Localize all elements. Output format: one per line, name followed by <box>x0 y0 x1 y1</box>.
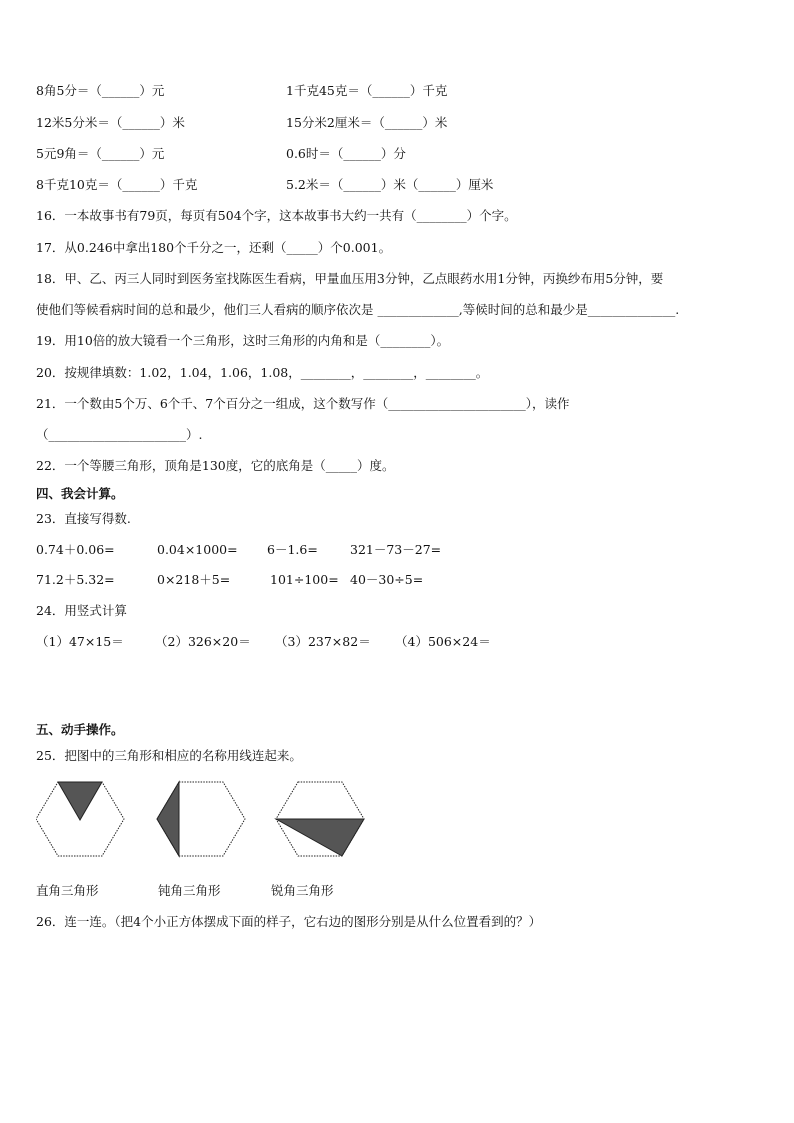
triangle-name-acute: 锐角三角形 <box>271 883 334 898</box>
vertical-calc-4: （4）506×24＝ <box>395 634 491 649</box>
calc-1-4: 321－73－27= <box>350 542 442 557</box>
conversion-right-1: 1千克45克＝（______）千克 <box>286 83 448 98</box>
question-18-line-2: 使他们等候看病时间的总和最少，他们三人看病的顺序依次是 _____________,等候时间的总和最少是______________. <box>36 302 680 317</box>
triangle-name-right: 直角三角形 <box>36 883 99 898</box>
question-20: 20．按规律填数：1.02，1.04，1.06，1.08，________，________，________。 <box>36 365 489 380</box>
calc-1-2: 0.04×1000= <box>157 542 238 557</box>
question-24: 24．用竖式计算 <box>36 603 127 618</box>
conversion-left-4: 8千克10克＝（______）千克 <box>36 177 198 192</box>
calc-2-1: 71.2＋5.32= <box>36 572 115 587</box>
calc-1-3: 6－1.6= <box>267 542 318 557</box>
vertical-calc-3: （3）237×82＝ <box>275 634 371 649</box>
conversion-right-2: 15分米2厘米＝（______）米 <box>286 115 448 130</box>
triangle-name-obtuse: 钝角三角形 <box>158 883 221 898</box>
conversion-right-3: 0.6时＝（______）分 <box>286 146 406 161</box>
question-19: 19．用10倍的放大镜看一个三角形，这时三角形的内角和是（________）。 <box>36 333 450 348</box>
section-5-heading: 五、动手操作。 <box>36 722 124 737</box>
vertical-calc-1: （1）47×15＝ <box>36 634 124 649</box>
question-18-line-1: 18．甲、乙、丙三人同时到医务室找陈医生看病，甲量血压用3分钟，乙点眼药水用1分钟，丙换纱布用5分钟，要 <box>36 271 664 286</box>
shaded-triangle-3 <box>276 819 364 856</box>
question-21-line-1: 21．一个数由5个万、6个千、7个百分之一组成，这个数写作（______________________），读作 <box>36 396 570 411</box>
vertical-calc-2: （2）326×20＝ <box>155 634 251 649</box>
conversion-left-2: 12米5分米＝（______）米 <box>36 115 185 130</box>
question-23: 23．直接写得数. <box>36 511 131 526</box>
hexagon-figures <box>36 778 366 860</box>
conversion-left-3: 5元9角＝（______）元 <box>36 146 165 161</box>
calc-2-4: 40－30÷5= <box>350 572 424 587</box>
conversion-left-1: 8角5分＝（______）元 <box>36 83 165 98</box>
question-25: 25．把图中的三角形和相应的名称用线连起来。 <box>36 748 302 763</box>
hexagon-3 <box>276 782 364 856</box>
calc-2-2: 0×218＋5= <box>157 572 231 587</box>
section-4-heading: 四、我会计算。 <box>36 486 124 501</box>
question-16: 16．一本故事书有79页，每页有504个字，这本故事书大约一共有（________）个字。 <box>36 208 517 223</box>
question-22: 22．一个等腰三角形，顶角是130度，它的底角是（_____）度。 <box>36 458 395 473</box>
question-17: 17．从0.246中拿出180个千分之一，还剩（_____）个0.001。 <box>36 240 392 255</box>
question-21-line-2: （______________________）. <box>36 427 203 442</box>
hexagon-2 <box>157 782 245 856</box>
shaded-triangle-2 <box>157 782 179 856</box>
calc-1-1: 0.74＋0.06= <box>36 542 115 557</box>
conversion-right-4: 5.2米＝（______）米（______）厘米 <box>286 177 494 192</box>
calc-2-3: 101÷100= <box>270 572 339 587</box>
question-26: 26．连一连。（把4个小正方体摆成下面的样子，它右边的图形分别是从什么位置看到的？） <box>36 914 542 929</box>
shaded-triangle-1 <box>58 782 102 820</box>
hexagon-1 <box>36 782 124 856</box>
